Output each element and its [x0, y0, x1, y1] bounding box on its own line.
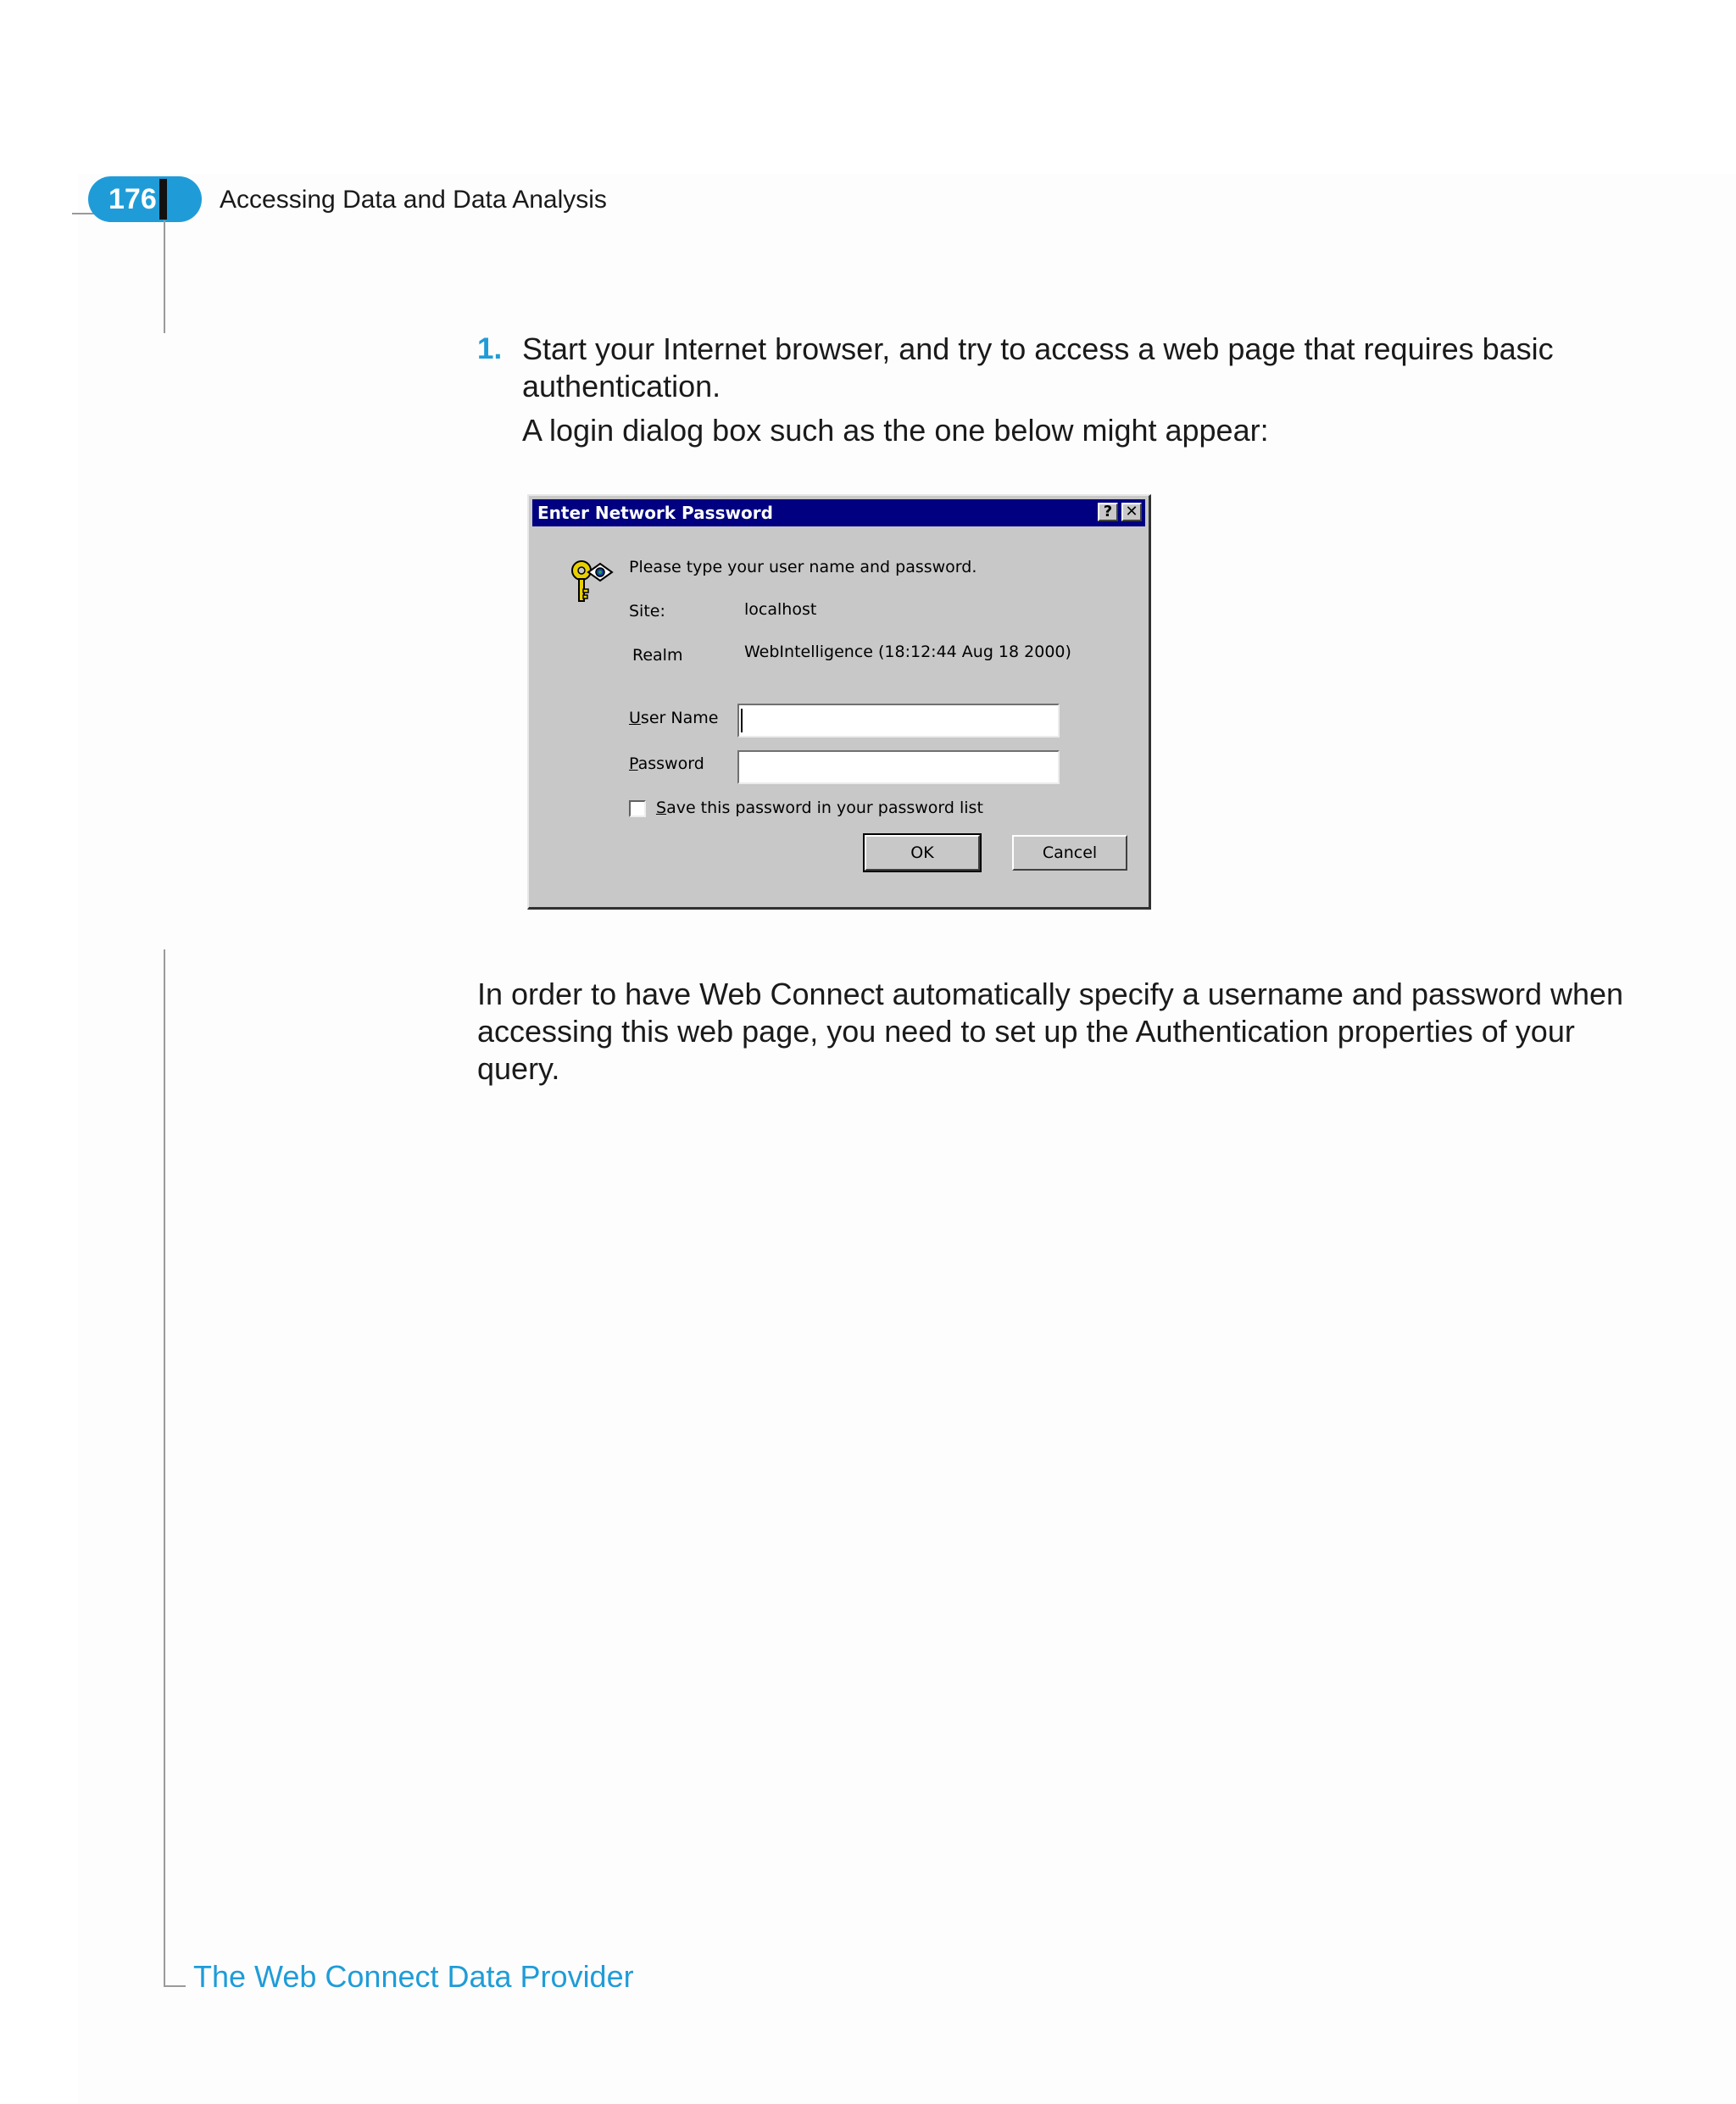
ok-button[interactable]: OK: [865, 835, 980, 871]
username-label-text: ser Name: [640, 709, 719, 727]
save-password-text: ave this password in your password list: [666, 799, 983, 817]
dialog-title-bar: [532, 499, 1145, 526]
page-background: [78, 174, 1736, 2104]
text-caret: [741, 709, 743, 732]
site-label: Site:: [629, 602, 665, 621]
site-value: localhost: [744, 600, 817, 619]
body-paragraph: In order to have Web Connect automatically specify a username and password when accessing this web page, you need to set up the Authentication properties of your query.: [477, 977, 1624, 1086]
username-label: [629, 708, 718, 728]
footer-rule: [164, 1985, 186, 1987]
password-label-text: assword: [637, 754, 704, 773]
cancel-button[interactable]: Cancel: [1012, 835, 1127, 871]
running-header: Accessing Data and Data Analysis: [220, 186, 607, 214]
page-tab-marker: [159, 179, 167, 220]
save-password-label[interactable]: [656, 798, 983, 818]
network-password-dialog: [527, 494, 1151, 910]
step-number: 1.: [477, 332, 503, 365]
keys-icon: [563, 555, 615, 606]
step-subtext: A login dialog box such as the one below might appear:: [522, 413, 1269, 448]
save-password-checkbox[interactable]: [629, 800, 646, 817]
save-password-mnemonic: S: [656, 799, 667, 817]
dialog-title: Enter Network Password: [537, 503, 773, 523]
page-number: 176: [108, 183, 157, 215]
realm-label: Realm: [632, 646, 683, 665]
margin-rule-bottom: [164, 949, 165, 1987]
password-label-mnemonic: P: [629, 754, 638, 773]
help-button[interactable]: ?: [1098, 503, 1118, 521]
username-input[interactable]: [737, 704, 1060, 738]
step-text: Start your Internet browser, and try to access a web page that requires basic authentication.: [522, 331, 1554, 404]
password-input[interactable]: [737, 750, 1060, 784]
realm-value: WebIntelligence (18:12:44 Aug 18 2000): [744, 643, 1071, 661]
password-label: [629, 754, 704, 774]
dialog-prompt: Please type your user name and password.: [629, 558, 977, 576]
username-label-mnemonic: U: [629, 709, 641, 727]
close-button[interactable]: ✕: [1121, 503, 1142, 521]
footer-title: The Web Connect Data Provider: [193, 1959, 634, 1994]
margin-rule-top: [164, 220, 165, 333]
